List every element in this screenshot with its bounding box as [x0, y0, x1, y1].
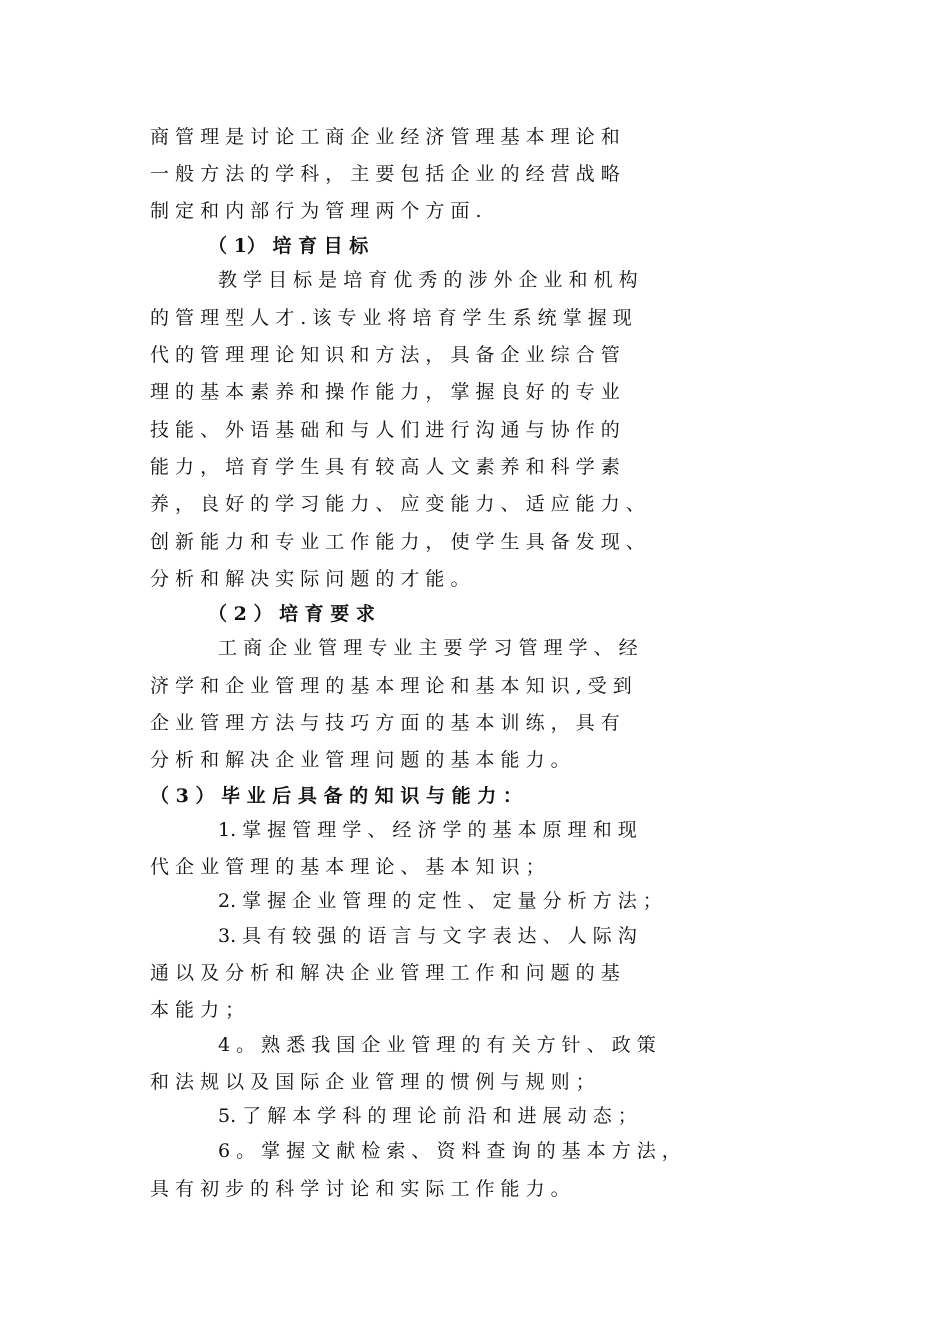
paragraph-line: 通 以 及 分 析 和 解 决 企 业 管 理 工 作 和 问 题 的 基: [150, 962, 620, 984]
list-item: 2. 掌 握 企 业 管 理 的 定 性 、 定 量 分 析 方 法 ；: [218, 890, 662, 912]
paragraph-line: 技 能 、 外 语 基 础 和 与 人 们 进 行 沟 通 与 协 作 的: [150, 419, 620, 441]
section-heading-3: （ 3 ） 毕 业 后 具 备 的 知 识 与 能 力 ：: [150, 785, 522, 807]
list-item: 4 。 熟 悉 我 国 企 业 管 理 的 有 关 方 针 、 政 策: [218, 1034, 656, 1056]
paragraph-line: 商 管 理 是 讨 论 工 商 企 业 经 济 管 理 基 本 理 论 和: [150, 126, 620, 148]
paragraph-line: 制 定 和 内 部 行 为 管 理 两 个 方 面 .: [150, 200, 482, 222]
paragraph-line: 教 学 目 标 是 培 育 优 秀 的 涉 外 企 业 和 机 构: [218, 269, 638, 291]
paragraph-line: 代 的 管 理 理 论 知 识 和 方 法 ， 具 备 企 业 综 合 管: [150, 344, 620, 366]
paragraph-line: 一 般 方 法 的 学 科 ， 主 要 包 括 企 业 的 经 营 战 略: [150, 163, 620, 185]
paragraph-line: 创 新 能 力 和 专 业 工 作 能 力 ， 使 学 生 具 备 发 现 、: [150, 531, 645, 553]
paragraph-line: 养 ， 良 好 的 学 习 能 力 、 应 变 能 力 、 适 应 能 力 、: [150, 493, 645, 515]
paragraph-line: 能 力 ， 培 育 学 生 具 有 较 高 人 文 素 养 和 科 学 素: [150, 456, 620, 478]
paragraph-line: 的 管 理 型 人 才 . 该 专 业 将 培 育 学 生 系 统 掌 握 现: [150, 307, 632, 329]
paragraph-line: 代 企 业 管 理 的 基 本 理 论 、 基 本 知 识 ；: [150, 856, 545, 878]
list-item: 5. 了 解 本 学 科 的 理 论 前 沿 和 进 展 动 态 ；: [218, 1105, 637, 1127]
section-heading-1: （ 1） 培 育 目 标: [208, 235, 369, 257]
list-item: 6 。 掌 握 文 献 检 索 、 资 料 查 询 的 基 本 方 法 ，: [218, 1140, 681, 1162]
paragraph-line: 济 学 和 企 业 管 理 的 基 本 理 论 和 基 本 知 识 , 受 到: [150, 675, 632, 697]
paragraph-line: 本 能 力 ；: [150, 999, 245, 1021]
paragraph-line: 企 业 管 理 方 法 与 技 巧 方 面 的 基 本 训 练 ， 具 有: [150, 712, 620, 734]
paragraph-line: 分 析 和 解 决 企 业 管 理 问 题 的 基 本 能 力 。: [150, 749, 570, 771]
paragraph-line: 具 有 初 步 的 科 学 讨 论 和 实 际 工 作 能 力 。: [150, 1178, 570, 1200]
paragraph-line: 分 析 和 解 决 实 际 问 题 的 才 能 。: [150, 568, 470, 590]
paragraph-line: 理 的 基 本 素 养 和 操 作 能 力 ， 掌 握 良 好 的 专 业: [150, 381, 620, 403]
paragraph-line: 工 商 企 业 管 理 专 业 主 要 学 习 管 理 学 、 经: [218, 637, 638, 659]
list-item: 3. 具 有 较 强 的 语 言 与 文 字 表 达 、 人 际 沟: [218, 925, 637, 947]
paragraph-line: 和 法 规 以 及 国 际 企 业 管 理 的 惯 例 与 规 则 ；: [150, 1071, 595, 1093]
section-heading-2: （ 2 ） 培 育 要 求: [208, 603, 375, 625]
list-item: 1. 掌 握 管 理 学 、 经 济 学 的 基 本 原 理 和 现: [218, 819, 637, 841]
